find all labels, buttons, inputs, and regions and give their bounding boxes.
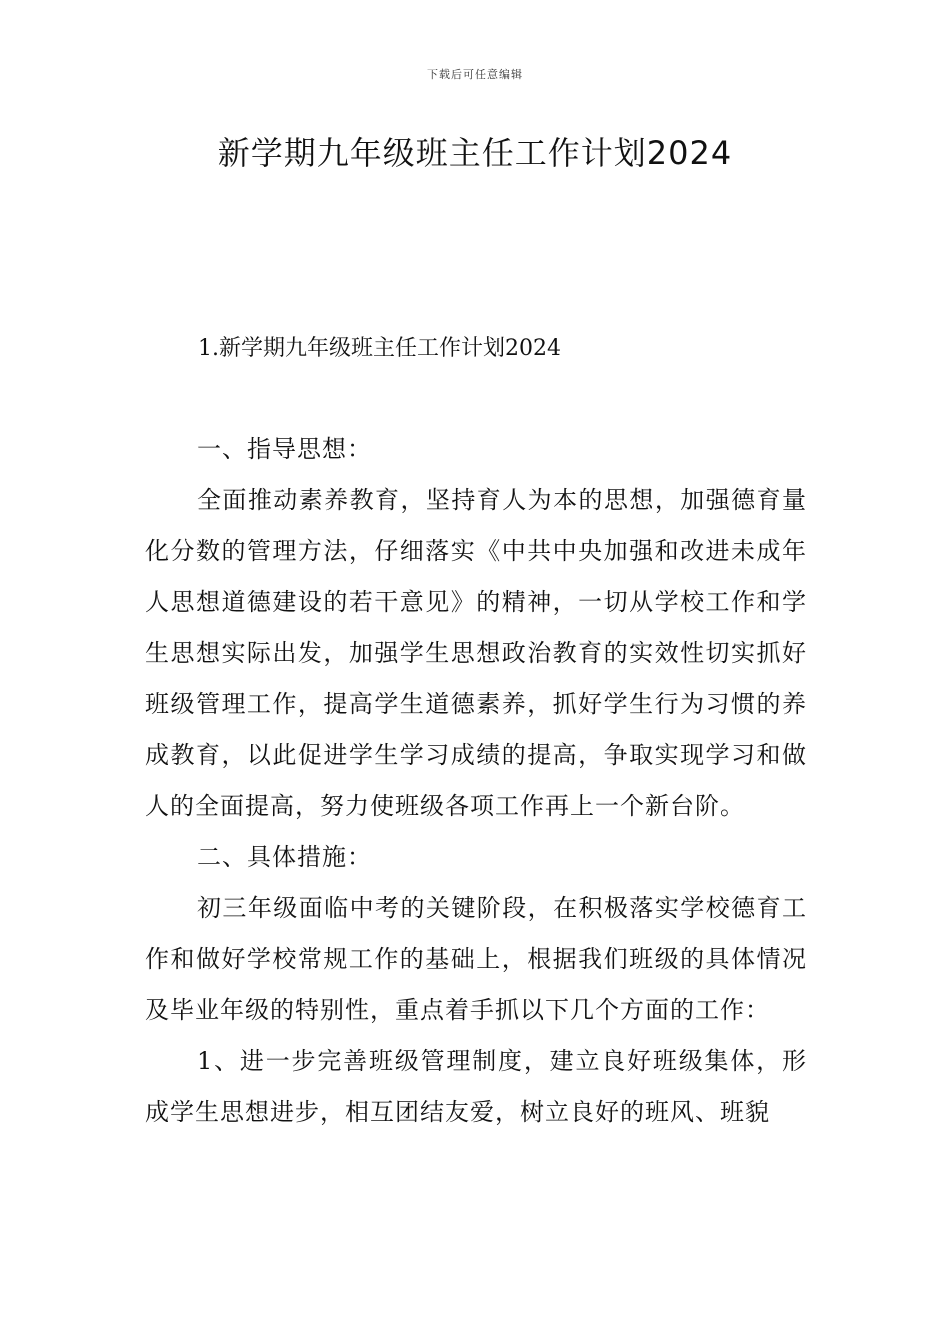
paragraph-item-1: 1、进一步完善班级管理制度，建立良好班级集体，形成学生思想进步，相互团结友爱，树立良好的班风、班貌 — [145, 1047, 807, 1126]
section-heading-specific-measures: 二、具体措施： — [197, 843, 372, 871]
document-subtitle: 1.新学期九年级班主任工作计划2024 — [198, 336, 561, 361]
document-body — [145, 424, 807, 1138]
header-note: 下载后可任意编辑 — [427, 68, 523, 81]
paragraph-guiding-ideology: 全面推动素养教育，坚持育人为本的思想，加强德育量化分数的管理方法，仔细落实《中共中央加强和改进未成年人思想道德建设的若干意见》的精神，一切从学校工作和学生思想实际出发，加强学生思想政治教育的实效性切实抓好班级管理工作，提高学生道德素养，抓好学生行为习惯的养成教育，以此促进学生学习成绩的提高，争取实现学习和做人的全面提高，努力使班级各项工作再上一个新台阶。 — [145, 486, 807, 820]
document-title: 新学期九年级班主任工作计划2024 — [217, 134, 733, 172]
paragraph-specific-measures: 初三年级面临中考的关键阶段，在积极落实学校德育工作和做好学校常规工作的基础上，根据我们班级的具体情况及毕业年级的特别性，重点着手抓以下几个方面的工作： — [145, 894, 807, 1024]
section-heading-guiding-ideology: 一、指导思想： — [197, 435, 372, 463]
